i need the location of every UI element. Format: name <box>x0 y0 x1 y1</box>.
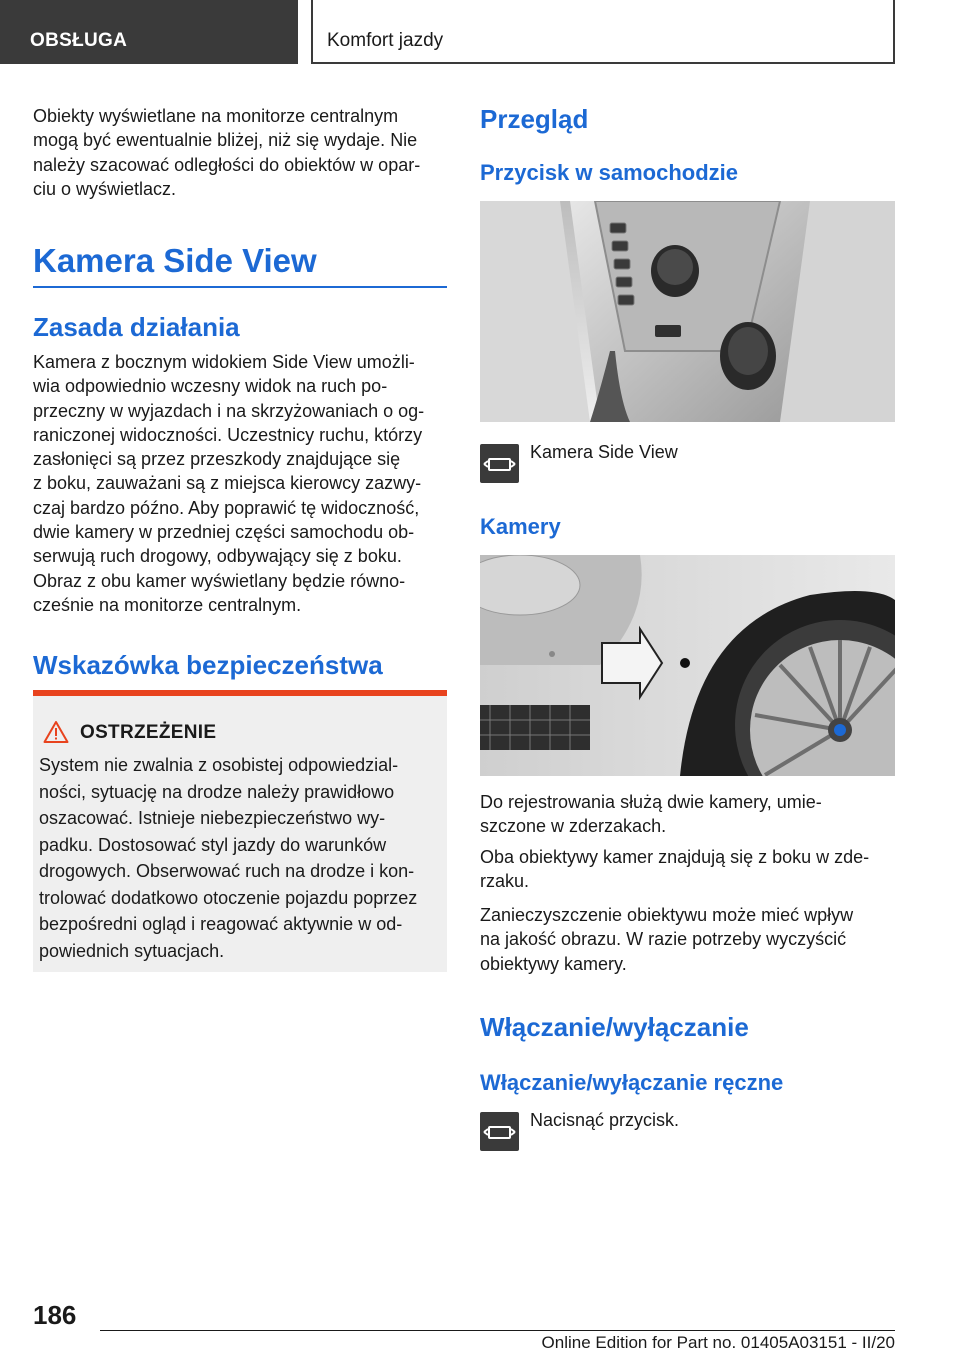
warning-box <box>33 690 447 972</box>
cameras-line: na jakość obrazu. W razie potrzeby wyczyścić <box>480 929 847 950</box>
page-title: Kamera Side View <box>33 242 317 279</box>
header-section-label: OBSŁUGA <box>30 30 128 51</box>
warning-line: padku. Dostosować styl jazdy do warunków <box>39 834 387 855</box>
cameras-paragraph-1 <box>480 790 900 839</box>
footer-rule <box>100 1330 895 1331</box>
center-console-figure <box>480 201 895 422</box>
side-view-button-icon <box>480 1112 519 1151</box>
camera-location-figure <box>480 555 895 776</box>
principle-paragraph <box>33 350 453 617</box>
header-section-tab <box>0 0 298 64</box>
principle-line: przeczny w wyjazdach i na skrzyżowaniach o og- <box>33 400 425 421</box>
manual-text: Nacisnąć przycisk. <box>530 1110 680 1130</box>
header-chapter-label: Komfort jazdy <box>327 30 444 51</box>
cameras-line: obiektywy kamery. <box>480 953 627 974</box>
cameras-paragraph-3 <box>480 903 900 976</box>
cameras-line: Oba obiektywy kamer znajdują się z boku w zde- <box>480 847 870 867</box>
side-view-button-icon <box>480 444 519 483</box>
manual-heading: Włączanie/wyłączanie ręczne <box>480 1070 784 1095</box>
principle-line: cześnie na monitorze centralnym. <box>33 594 302 615</box>
warning-line: ności, sytuację na drodze należy prawidłowo <box>39 781 395 802</box>
principle-line: z boku, zauważani są z miejsca kierowcy zazwy- <box>33 473 422 494</box>
principle-heading: Zasada działania <box>33 312 240 342</box>
warning-line: oszacować. Istnieje niebezpieczeństwo wy- <box>39 808 386 828</box>
warning-text <box>39 752 439 964</box>
warning-line: powiednich sytuacjach. <box>39 940 225 961</box>
safety-heading: Wskazówka bezpieczeństwa <box>33 650 383 680</box>
intro-line: Obiekty wyświetlane na monitorze centralnym <box>33 106 399 126</box>
cameras-line: rzaku. <box>480 871 530 892</box>
edition-text: Online Edition for Part no. 01405A03151 - II/20 <box>541 1333 895 1352</box>
intro-line: należy szacować odległości do obiektów w opar- <box>33 154 421 175</box>
principle-line: Kamera z bocznym widokiem Side View umożli- <box>33 352 415 372</box>
principle-line: czaj bardzo późno. Aby poprawić tę widoczność, <box>33 497 420 518</box>
intro-paragraph <box>33 104 453 201</box>
button-heading: Przycisk w samochodzie <box>480 160 738 185</box>
cameras-paragraph-2 <box>480 845 900 894</box>
principle-line: wia odpowiednio wczesny widok na ruch po- <box>33 376 388 397</box>
page-number: 186 <box>33 1300 77 1330</box>
button-label: Kamera Side View <box>530 442 678 462</box>
principle-line: dwie kamery w przedniej części samochodu ob- <box>33 522 415 543</box>
title-underline <box>33 286 447 288</box>
principle-line: zasłonięci są przez przeszkody znajdujące się <box>33 449 401 470</box>
cameras-heading: Kamery <box>480 514 561 539</box>
principle-line: serwują ruch drogowy, odbywający się z boku. <box>33 546 402 567</box>
warning-title: OSTRZEŻENIE <box>80 722 217 743</box>
overview-heading: Przegląd <box>480 104 589 134</box>
intro-line: mogą być ewentualnie bliżej, niż się wydaje. Nie <box>33 130 418 151</box>
header-chapter-tab <box>311 0 895 64</box>
cameras-line: Do rejestrowania służą dwie kamery, umie- <box>480 792 822 812</box>
warning-triangle-icon <box>43 720 69 744</box>
warning-line: System nie zwalnia z osobistej odpowiedzial- <box>39 755 399 775</box>
cameras-line: szczone w zderzakach. <box>480 816 667 837</box>
warning-line: bezpośredni ogląd i reagować aktywnie w od- <box>39 914 403 934</box>
principle-line: raniczonej widoczności. Uczestnicy ruchu, którzy <box>33 424 423 445</box>
cameras-line: Zanieczyszczenie obiektywu może mieć wpływ <box>480 905 854 925</box>
onoff-heading: Włączanie/wyłączanie <box>480 1012 749 1042</box>
warning-line: trolować dodatkowo otoczenie pojazdu poprzez <box>39 887 418 908</box>
warning-line: drogowych. Obserwować ruch na drodze i kon- <box>39 861 415 881</box>
principle-line: Obraz z obu kamer wyświetlany będzie równo- <box>33 570 406 591</box>
intro-line: ciu o wyświetlacz. <box>33 178 177 199</box>
